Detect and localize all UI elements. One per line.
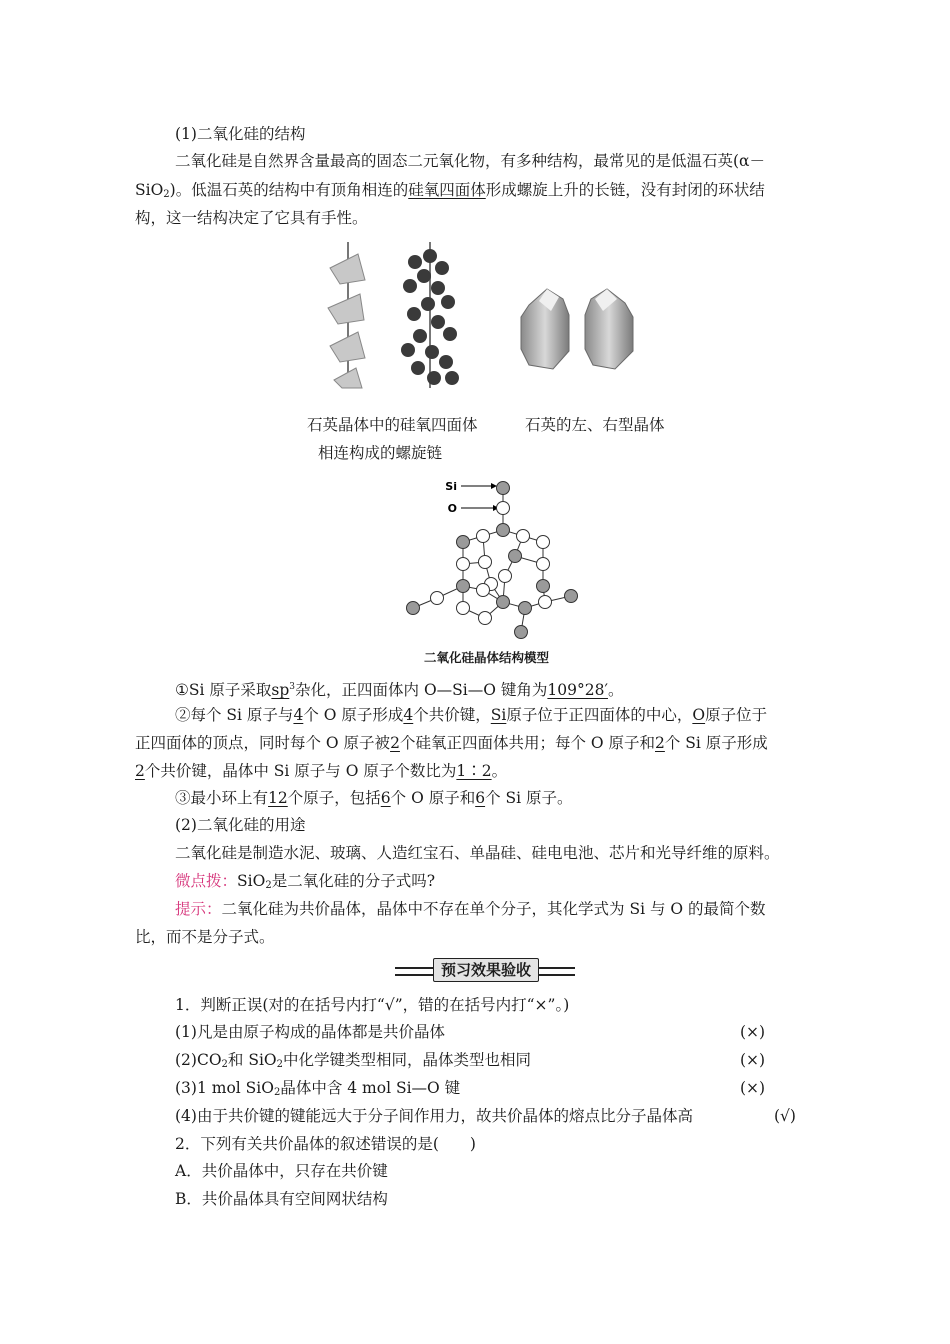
- paragraph-line: ①Si 原子采取$sp^3$杂化，正四面体内 O—Si—O 键角为109°28′。: [175, 681, 624, 699]
- answer-mark: (×): [740, 1079, 766, 1097]
- o-label: O: [447, 502, 457, 515]
- paragraph-line: ③最小环上有12个原子，包括6个 O 原子和6个 Si 原子。: [175, 789, 573, 807]
- section-heading-structure: (1)二氧化硅的结构: [175, 125, 306, 143]
- section-banner: [395, 958, 575, 982]
- judgment-item: (3)1 mol SiO$_2$晶体中含 4 mol Si—O 键 (×): [175, 1079, 766, 1098]
- paragraph-line: 2个共价键，晶体中 Si 原子与 O 原子个数比为1∶2。: [135, 762, 508, 780]
- option-a: A．共价晶体中，只存在共价键: [175, 1162, 388, 1180]
- si-label: Si: [445, 480, 457, 493]
- diagram-caption: 二氧化硅晶体结构模型: [424, 650, 550, 665]
- sio2-structure-diagram: [405, 472, 595, 644]
- paragraph-line: 二氧化硅是自然界含量最高的固态二元氧化物，有多种结构，最常见的是低温石英(α－: [175, 152, 766, 170]
- quartz-helix-image: [320, 240, 470, 390]
- judgment-item: (4)由于共价键的键能远大于分子间作用力，故共价晶体的熔点比分子晶体高 (√): [175, 1107, 796, 1125]
- paragraph-line: 构，这一结构决定了它具有手性。: [135, 209, 368, 227]
- banner-title: 预习效果验收: [433, 958, 539, 982]
- tip-question: 微点拨：SiO$_2$是二氧化硅的分子式吗?: [175, 872, 435, 891]
- tip-hint: 提示：二氧化硅为共价晶体，晶体中不存在单个分子，其化学式为 Si 与 O 的最简个数: [175, 900, 766, 918]
- paragraph-line: 正四面体的顶点，同时每个 O 原子被2个硅氧正四面体共用；每个 O 原子和2个 Si 原子形成: [135, 734, 768, 752]
- figure-caption: 石英晶体中的硅氧四面体: [307, 416, 478, 434]
- answer-mark: (×): [740, 1023, 766, 1041]
- quartz-crystals-image: [515, 285, 640, 373]
- option-b: B．共价晶体具有空间网状结构: [175, 1190, 388, 1208]
- judgment-item: $(2)CO_2$和 SiO$_2$中化学键类型相同，晶体类型也相同 (×): [175, 1051, 766, 1070]
- judgment-item: (1)凡是由原子构成的晶体都是共价晶体 (×): [175, 1023, 766, 1041]
- question-stem: 2．下列有关共价晶体的叙述错误的是( ): [175, 1135, 476, 1153]
- question-stem: 1．判断正误(对的在括号内打“√”，错的在括号内打“×”。): [175, 996, 570, 1014]
- answer-mark: (×): [740, 1051, 766, 1069]
- paragraph-line: ②每个 Si 原子与4个 O 原子形成4个共价键，Si原子位于正四面体的中心，O原子位于: [175, 706, 768, 724]
- paragraph-line: SiO$_2$)。低温石英的结构中有顶角相连的硅氧四面体形成螺旋上升的长链，没有封闭的环状结: [135, 181, 765, 200]
- section-heading-uses: (2)二氧化硅的用途: [175, 816, 306, 834]
- figure-caption: 石英的左、右型晶体: [525, 416, 665, 434]
- paragraph-line: 比，而不是分子式。: [135, 928, 275, 946]
- figure-caption: 相连构成的螺旋链: [318, 444, 443, 462]
- paragraph-line: 二氧化硅是制造水泥、玻璃、人造红宝石、单晶硅、硅电电池、芯片和光导纤维的原料。: [175, 844, 780, 862]
- answer-mark: (√): [774, 1107, 796, 1125]
